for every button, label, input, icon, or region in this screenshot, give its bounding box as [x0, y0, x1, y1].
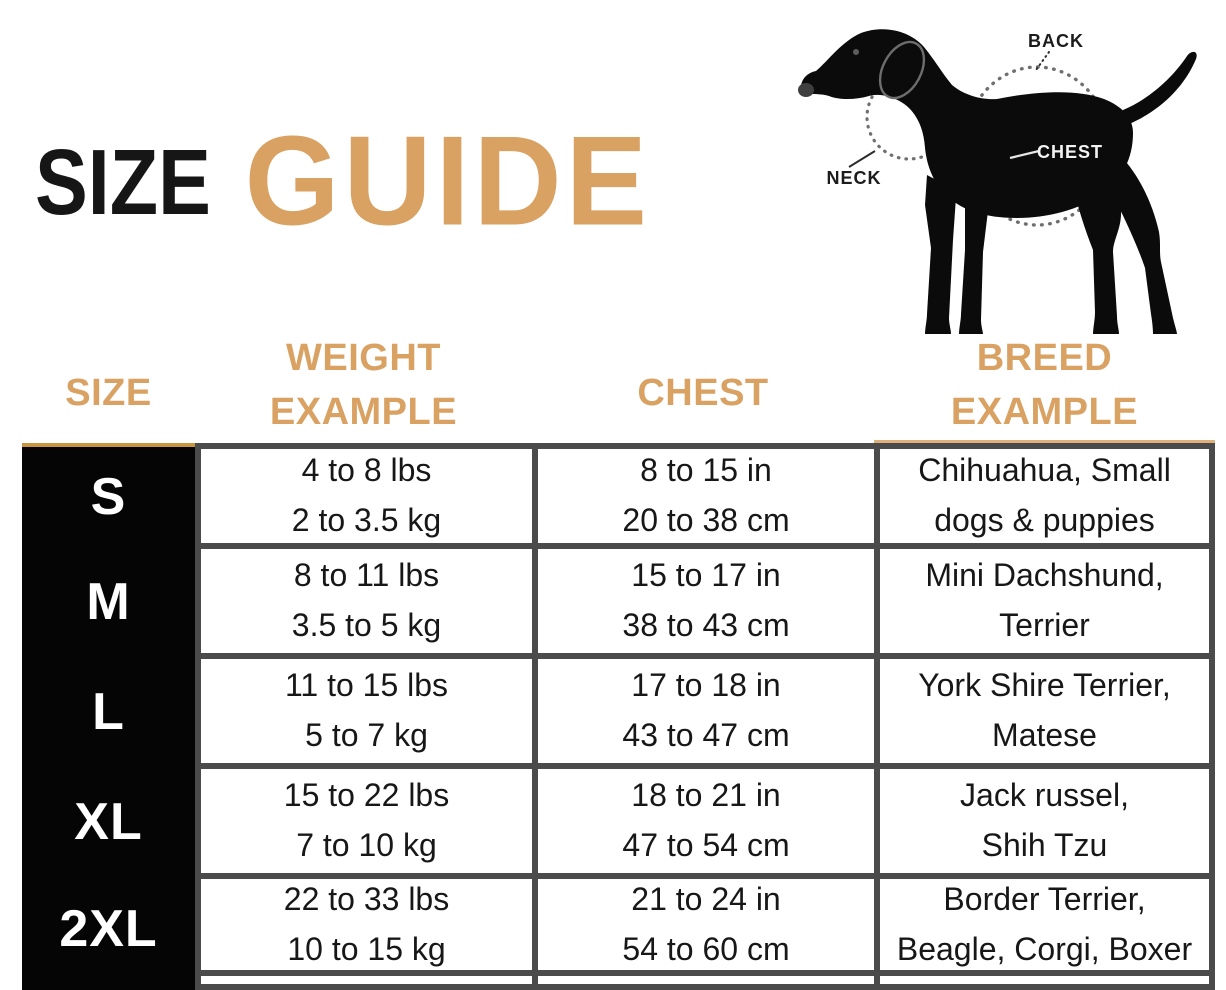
header-size-label: SIZE — [65, 372, 152, 415]
neck-label: NECK — [826, 168, 882, 188]
weight-line: 4 to 8 lbs — [301, 452, 432, 489]
size-letter-column — [22, 443, 195, 990]
chest-line: 21 to 24 in — [631, 880, 781, 917]
table-row-2xl-weight-cell — [201, 879, 532, 970]
breed-line: Beagle, Corgi, Boxer — [896, 930, 1193, 967]
table-row-l-breed-cell — [880, 659, 1209, 763]
dog-nose-icon — [798, 83, 814, 97]
size-label-xl: XL — [74, 793, 143, 851]
size-label-s: S — [90, 468, 127, 526]
chest-line: 43 to 47 cm — [622, 717, 790, 753]
table-row-s-chest-cell — [538, 449, 874, 543]
title-word-size: SIZE — [35, 131, 211, 235]
breed-line: Shih Tzu — [981, 827, 1108, 863]
weight-line: 15 to 22 lbs — [283, 777, 450, 814]
breed-line: Terrier — [999, 607, 1090, 643]
breed-line: dogs & puppies — [934, 502, 1155, 538]
weight-line: 11 to 15 lbs — [284, 667, 449, 704]
title-word-guide: GUIDE — [244, 110, 651, 252]
weight-line: 10 to 15 kg — [287, 930, 446, 967]
header-breed-line1: BREED — [976, 337, 1113, 380]
header-chest — [532, 330, 874, 442]
table-row-2xl-chest-cell — [538, 879, 874, 970]
dog-eye-icon — [853, 49, 859, 55]
chest-line: 47 to 54 cm — [622, 827, 790, 863]
chest-line: 8 to 15 in — [640, 452, 772, 489]
table-row-xl-chest-cell — [538, 769, 874, 873]
neck-leader-line — [849, 151, 875, 167]
back-label: BACK — [1028, 31, 1084, 51]
table-row-2xl-breed-cell — [880, 879, 1209, 970]
header-breed-line2: EXAMPLE — [950, 391, 1139, 433]
weight-line: 7 to 10 kg — [296, 827, 437, 863]
weight-line: 3.5 to 5 kg — [291, 607, 442, 643]
breed-line: Matese — [992, 717, 1097, 753]
table-row-xl-breed-cell — [880, 769, 1209, 873]
breed-line: York Shire Terrier, — [918, 667, 1171, 704]
size-label-m: M — [86, 573, 131, 631]
chest-line: 17 to 18 in — [631, 667, 781, 704]
weight-line: 5 to 7 kg — [305, 717, 428, 753]
chest-line: 54 to 60 cm — [622, 930, 790, 967]
partial-row-breed-cell — [880, 976, 1209, 984]
chest-line: 20 to 38 cm — [622, 502, 790, 538]
weight-line: 22 to 33 lbs — [283, 880, 450, 917]
size-guide-table — [22, 443, 1215, 990]
table-row-l-weight-cell — [201, 659, 532, 763]
size-label-partial — [22, 980, 195, 990]
partial-row-weight-cell — [201, 976, 532, 984]
chest-label: CHEST — [1036, 142, 1104, 162]
table-data-grid — [195, 443, 1215, 990]
header-chest-label: CHEST — [637, 372, 769, 415]
weight-line: 2 to 3.5 kg — [291, 502, 442, 538]
breed-line: Border Terrier, — [943, 880, 1146, 917]
header-size — [22, 330, 195, 442]
chest-line: 18 to 21 in — [631, 777, 781, 814]
table-row-m-weight-cell — [201, 549, 532, 653]
weight-line: 8 to 11 lbs — [293, 557, 440, 594]
chest-line: 15 to 17 in — [631, 557, 781, 594]
table-header-row — [22, 330, 1215, 442]
partial-row-chest-cell — [538, 976, 874, 984]
size-label-2xl: 2XL — [59, 899, 158, 958]
table-row-xl-weight-cell — [201, 769, 532, 873]
chest-line: 38 to 43 cm — [622, 607, 790, 643]
table-row-m-chest-cell — [538, 549, 874, 653]
breed-line: Chihuahua, Small — [918, 452, 1171, 489]
table-row-s-weight-cell — [201, 449, 532, 543]
breed-line: Mini Dachshund, — [925, 557, 1164, 594]
header-weight-line2: EXAMPLE — [269, 391, 458, 433]
size-label-l: L — [92, 683, 125, 741]
header-weight-example — [195, 330, 532, 442]
table-row-l-chest-cell — [538, 659, 874, 763]
breed-line: Jack russel, — [960, 777, 1129, 814]
header-breed-example — [874, 330, 1215, 442]
dog-measurement-diagram — [778, 0, 1226, 340]
table-row-s-breed-cell — [880, 449, 1209, 543]
header-weight-line1: WEIGHT — [286, 337, 441, 380]
page-title — [35, 108, 651, 252]
table-row-m-breed-cell — [880, 549, 1209, 653]
